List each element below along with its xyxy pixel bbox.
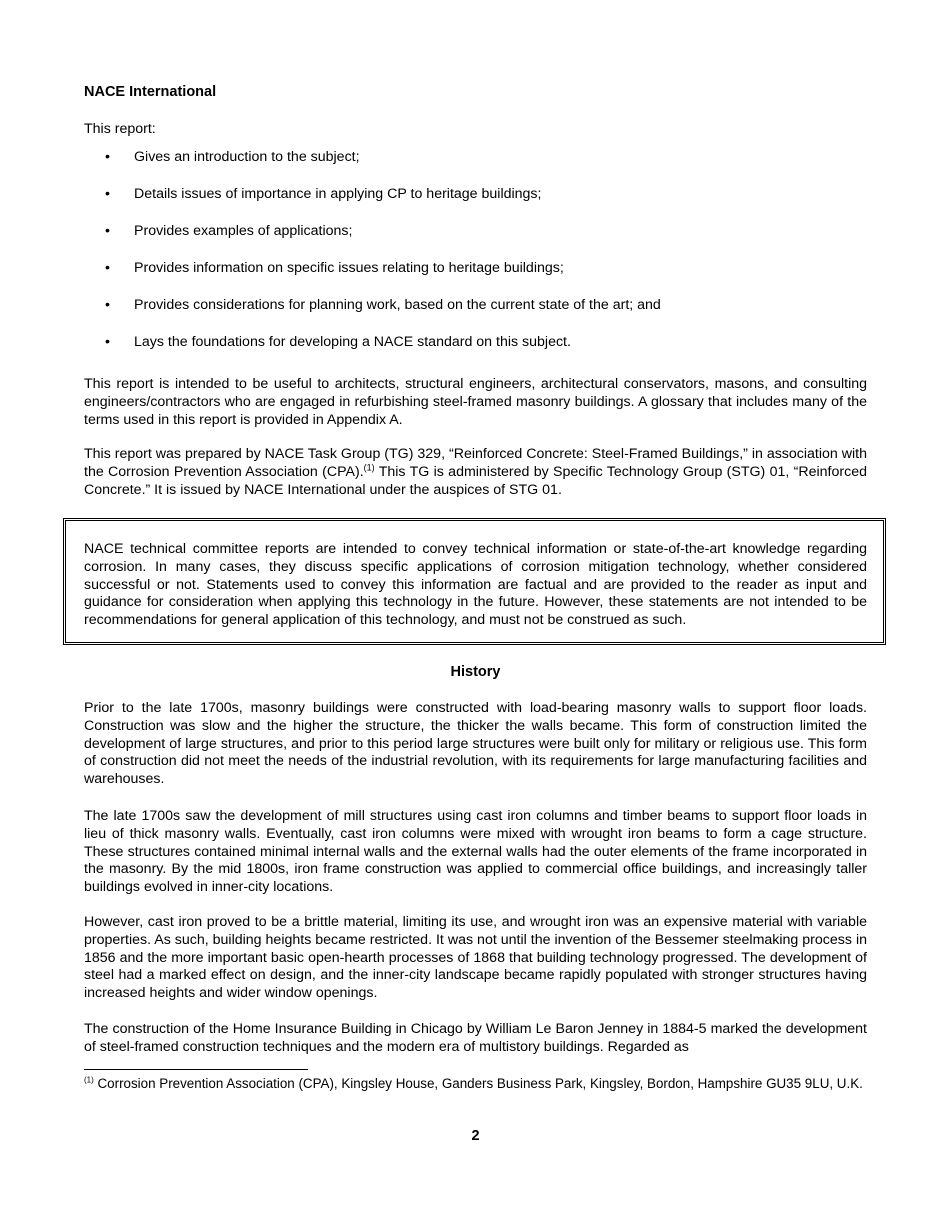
bullet-marker: • <box>105 334 110 350</box>
list-item-text: Provides information on specific issues relating to heritage buildings; <box>134 260 564 276</box>
history-paragraph: The late 1700s saw the development of mill structures using cast iron columns and timber beams to support floor loads in lieu of thick masonry walls. Eventually, cast iron columns were mixed with wrought iron beams to form a cage structure. These structures contained minimal internal walls and the external walls had the outer elements of the frame incorporated in the masonry. By the mid 1800s, iron frame construction was applied to commercial office buildings, and increasingly taller buildings evolved in inner-city locations. <box>84 808 867 896</box>
list-item-text: Lays the foundations for developing a NACE standard on this subject. <box>134 334 571 350</box>
prepared-text-continued: This TG is administered by Specific Technology Group (STG) 01, “Reinforced Concrete.” It is issued by NACE International under the auspices of STG 01. <box>84 463 867 498</box>
list-item-text: Gives an introduction to the subject; <box>134 149 360 165</box>
page-number: 2 <box>471 1128 480 1144</box>
prepared-text: This report was prepared by NACE Task Group (TG) 329, “Reinforced Concrete: Steel-Framed Buildings,” in association with the Corrosion Prevention Association (CPA). <box>84 446 867 480</box>
bullet-marker: • <box>105 297 110 313</box>
intro-text: This report: <box>84 121 156 137</box>
list-item <box>84 220 867 257</box>
list-item <box>84 331 867 368</box>
footnote-divider <box>84 1069 308 1070</box>
list-item-text: Provides examples of applications; <box>134 223 353 239</box>
history-paragraph: Prior to the late 1700s, masonry buildings were constructed with load-bearing masonry walls to support floor loads. Construction was slow and the higher the structure, the thicker the walls became. This form of construction limited the development of large structures, and prior to this period large structures were built only for military or religious use. This form of construction did not meet the needs of the industrial revolution, with its requirements for large manufacturing facilities and warehouses. <box>84 700 867 788</box>
notice-text: NACE technical committee reports are intended to convey technical information or state-of-the-art knowledge regarding corrosion. In many cases, they discuss specific applications of corrosion mitigation technology, whether considered successful or not. Statements used to convey this information are factual and are provided to the reader as input and guidance for consideration when applying this technology in the future. However, these statements are not intended to be recommendations for general application of this technology, and must not be construed as such. <box>84 541 867 629</box>
history-paragraph: The construction of the Home Insurance Building in Chicago by William Le Baron Jenney in 1884-5 marked the development of steel-framed construction techniques and the modern era of multistory buildings. Regarded as <box>84 1021 867 1055</box>
footnote <box>84 1075 867 1092</box>
organization-heading: NACE International <box>84 84 217 100</box>
bullet-list <box>84 146 867 368</box>
bullet-marker: • <box>105 149 110 165</box>
bullet-marker: • <box>105 186 110 202</box>
bullet-marker: • <box>105 260 110 276</box>
list-item <box>84 257 867 294</box>
list-item <box>84 146 867 183</box>
history-paragraph: However, cast iron proved to be a brittle material, limiting its use, and wrought iron was an expensive material with variable properties. As such, building heights became restricted. It was not until the invention of the Bessemer steelmaking process in 1856 and the more important basic open-hearth processes of 1868 that building technology progressed. The development of steel had a marked effect on design, and the inner-city landscape became rapidly populated with stronger structures having increased heights and wider window openings. <box>84 914 867 1002</box>
notice-box <box>63 518 886 645</box>
footnote-text: Corrosion Prevention Association (CPA), Kingsley House, Ganders Business Park, Kingsley, Bordon, Hampshire GU35 9LU, U.K. <box>93 1076 863 1091</box>
bullet-marker: • <box>105 223 110 239</box>
list-item <box>84 294 867 331</box>
history-heading: History <box>450 664 501 680</box>
prepared-paragraph <box>84 446 867 499</box>
footnote-reference[interactable]: (1) <box>363 462 375 473</box>
list-item-text: Details issues of importance in applying CP to heritage buildings; <box>134 186 542 202</box>
footnote-marker: (1) <box>84 1075 94 1085</box>
list-item <box>84 183 867 220</box>
list-item-text: Provides considerations for planning work, based on the current state of the art; and <box>134 297 661 313</box>
audience-paragraph: This report is intended to be useful to architects, structural engineers, architectural conservators, masons, and consulting engineers/contractors who are engaged in refurbishing steel-framed masonry buildings. A glossary that includes many of the terms used in this report is provided in Appendix A. <box>84 376 867 428</box>
